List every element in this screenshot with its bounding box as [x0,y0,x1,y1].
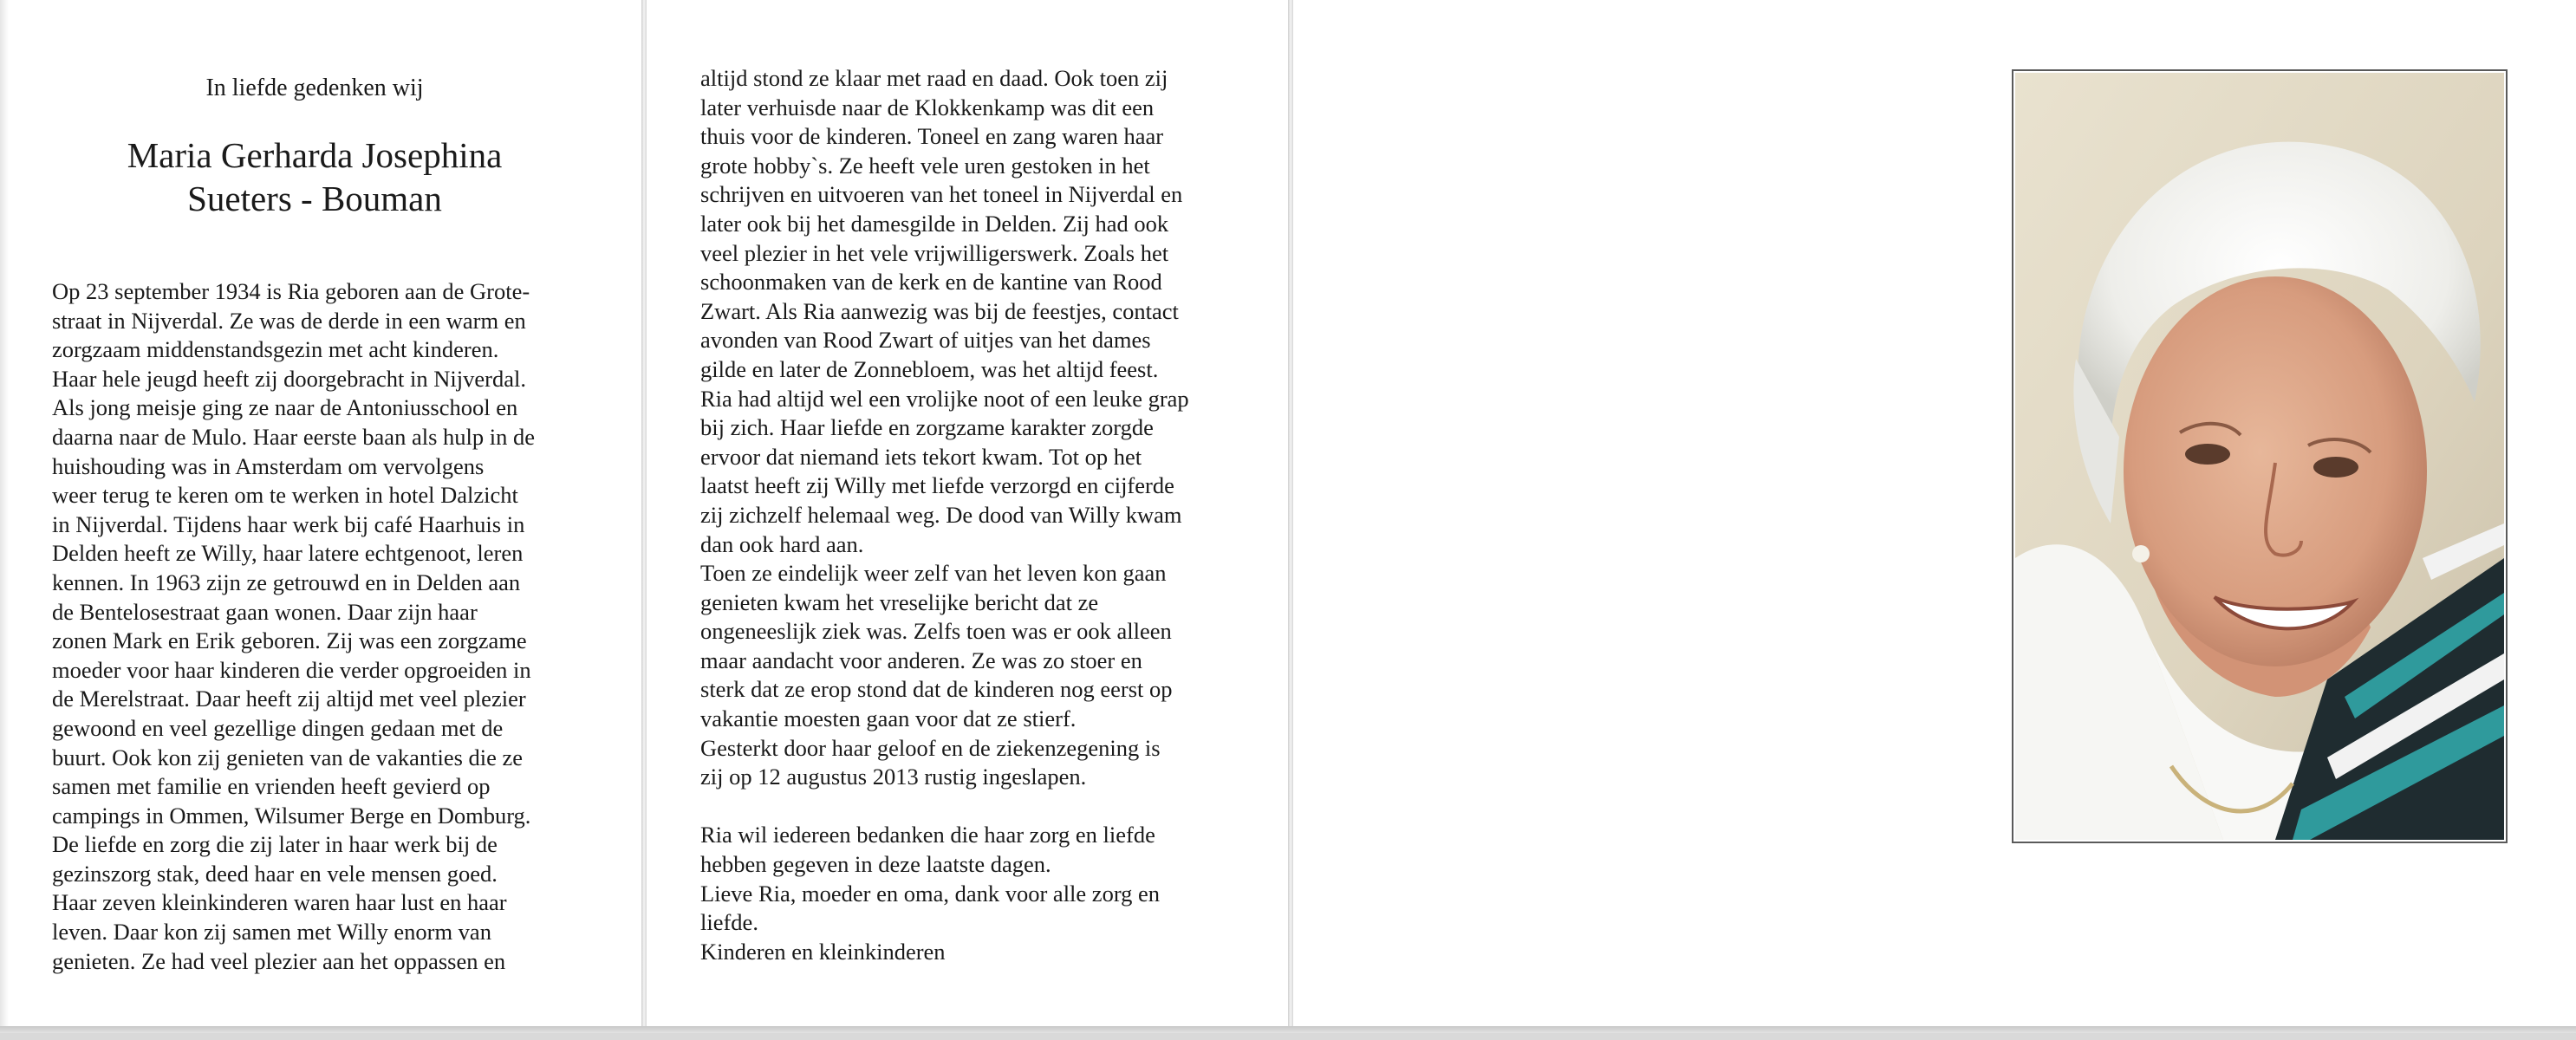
text-line: huishouding was in Amsterdam om vervolgens [52,452,485,479]
text-line: de Merelstraat. Daar heeft zij altijd met veel plezier [52,686,526,712]
text-line: in Nijverdal. Tijdens haar werk bij café Haarhuis in [52,510,525,537]
text-line: moeder voor haar kinderen die verder opgroeiden in [52,656,531,683]
text-line: altijd stond ze klaar met raad en daad. Ook toen zij [700,65,1168,91]
text-line: De liefde en zorg die zij later in haar werk bij de [52,831,498,858]
text-line: veel plezier in het vele vrijwilligerswerk. Zoals het [700,239,1169,266]
card-bottom-shadow [0,1026,2576,1033]
name-line-2: Sueters - Bouman [187,179,442,218]
text-line: Gesterkt door haar geloof en de ziekenzegening is [700,734,1161,761]
text-line: de Bentelosestraat gaan wonen. Daar zijn haar [52,598,478,625]
text-line: zonen Mark en Erik geboren. Zij was een zorgzame [52,627,527,654]
text-line: zij zichzelf helemaal weg. De dood van Willy kwam [700,501,1182,528]
text-line: genieten kwam het vreselijke bericht dat ze [700,588,1099,615]
text-line: daarna naar de Mulo. Haar eerste baan als hulp in de [52,423,535,450]
text-line: dan ook hard aan. [700,530,864,557]
text-line: gewoond en veel gezellige dingen gedaan met de [52,714,504,741]
card-edge [0,0,9,1033]
text-line: Haar zeven kleinkinderen waren haar lust en haar [52,889,507,916]
text-line: thuis voor de kinderen. Toneel en zang waren haar [700,123,1164,150]
text-line: zorgzaam middenstandsgezin met acht kinderen. [52,336,499,363]
name-line-1: Maria Gerharda Josephina [127,135,503,175]
text-line: zij op 12 augustus 2013 rustig ingeslapen. [700,764,1087,790]
text-line: later verhuisde naar de Klokkenkamp was dit een [700,94,1155,120]
text-line: Zwart. Als Ria aanwezig was bij de feestjes, contact [700,297,1179,324]
text-line: laatst heeft zij Willy met liefde verzorgd en cijferde [700,472,1174,499]
deceased-name [52,133,577,220]
biography-column-1 [52,277,577,976]
portrait-photo-icon [2015,73,2504,840]
text-line: ongeneeslijk ziek was. Zelfs toen was er ook alleen [700,618,1172,645]
text-line: schoonmaken van de kerk en de kantine van Rood [700,269,1162,296]
text-line: sterk dat ze erop stond dat de kinderen nog eerst op [700,676,1173,703]
text-line: genieten. Ze had veel plezier aan het oppassen en [52,947,506,974]
text-line: Als jong meisje ging ze naar de Antoniusschool en [52,394,518,421]
text-line: avonden van Rood Zwart of uitjes van het dames [700,327,1151,354]
text-line: campings in Ommen, Wilsumer Berge en Domburg. [52,802,531,829]
text-line: liefde. [700,909,758,936]
text-line: schrijven en uitvoeren van het toneel in Nijverdal en [700,181,1183,208]
paragraph-gap [700,792,1226,822]
text-line: ervoor dat niemand iets tekort kwam. Tot op het [700,443,1142,470]
text-line: maar aandacht voor anderen. Ze was zo stoer en [700,647,1142,673]
text-line: straat in Nijverdal. Ze was de derde in een warm en [52,307,526,334]
text-line: Op 23 september 1934 is Ria geboren aan de Grote- [52,278,530,304]
text-line: kennen. In 1963 zijn ze getrouwd en in Delden aan [52,569,521,595]
text-line: Delden heeft ze Willy, haar latere echtgenoot, leren [52,540,524,567]
biography-column-2 [700,64,1226,966]
text-line: Ria had altijd wel een vrolijke noot of een leuke grap [700,385,1189,412]
text-line: grote hobby`s. Ze heeft vele uren gestoken in het [700,152,1150,179]
text-line: gilde en later de Zonnebloem, was het altijd feest. [700,355,1159,382]
text-line: samen met familie en vrienden heeft gevierd op [52,773,491,800]
text-line: gezinszorg stak, deed haar en vele mensen goed. [52,860,498,887]
text-line: hebben gegeven in deze laatste dagen. [700,851,1051,878]
text-line: bij zich. Haar liefde en zorgzame karakter zorgde [700,414,1154,441]
intro-line: In liefde gedenken wij [205,75,424,101]
text-line: later ook bij het damesgilde in Delden. Zij had ook [700,210,1169,237]
text-line: buurt. Ook kon zij genieten van de vakanties die ze [52,744,524,770]
text-line: Ria wil iedereen bedanken die haar zorg en liefde [700,822,1155,848]
text-line: Toen ze eindelijk weer zelf van het leven kon gaan [700,560,1167,587]
fold-line-center [1288,0,1293,1033]
signature: Kinderen en kleinkinderen [700,938,946,965]
fold-line-left [641,0,647,1033]
portrait-photo [2012,69,2508,843]
text-line: weer terug te keren om te werken in hotel Dalzicht [52,482,518,509]
text-line: Lieve Ria, moeder en oma, dank voor alle zorg en [700,880,1161,907]
text-line: vakantie moesten gaan voor dat ze stierf. [700,705,1077,732]
text-line: leven. Daar kon zij samen met Willy enorm van [52,919,491,946]
text-line: Haar hele jeugd heeft zij doorgebracht in Nijverdal. [52,365,526,392]
